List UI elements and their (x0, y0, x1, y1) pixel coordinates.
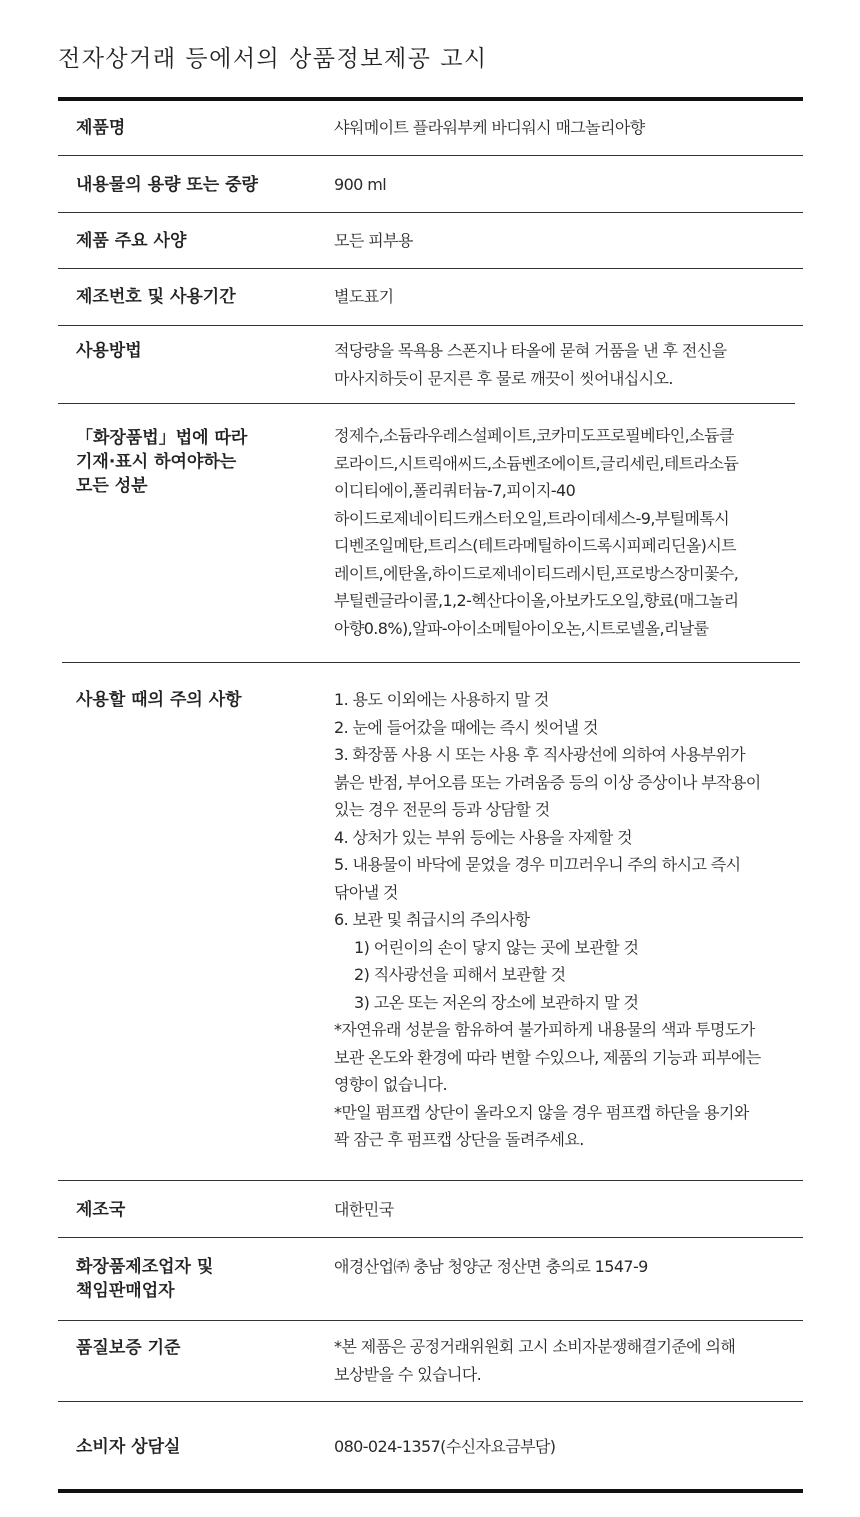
value-manufacturer: 애경산업㈜ 충남 청양군 정산면 충의로 1547-9 (334, 1257, 648, 1276)
value-usage: 적당량을 목욕용 스폰지나 타올에 묻혀 거품을 낸 후 전신을 마사지하듯이 문지른 후 물로 깨끗이 씻어내십시오. (334, 341, 727, 388)
row-divider (58, 1237, 803, 1238)
label-volume: 내용물의 용량 또는 중량 (76, 175, 258, 195)
label-manufacturer: 화장품제조업자 및 책임판매업자 (76, 1257, 214, 1301)
row-divider (58, 1320, 803, 1321)
row-divider (58, 1180, 803, 1181)
label-lot-expiry: 제조번호 및 사용기간 (76, 287, 236, 307)
value-volume: 900 ml (334, 175, 387, 194)
value-caution: 1. 용도 이외에는 사용하지 말 것 2. 눈에 들어갔을 때에는 즉시 씻어낼 것 3. 화장품 사용 시 또는 사용 후 직사광선에 의하여 사용부위가 붉은 반점, 부어오름 또는 가려움증 등의 이상 증상이나 부작용이 있는 경우 전문의 등과 상담할 것 4. 상처가 있는 부위 등에는 사용을 자제할 것 5. 내용물이 바닥에 묻었을 경우 미끄러우니 주의 하시고 즉시 닦아낼 것 6. 보관 및 취급시의 주의사항 1) 어린이의 손이 닿지 않는 곳에 보관할 것 2) 직사광선을 피해서 보관할 것 3) 고온 또는 저온의 장소에 보관하지 말 것 *자연유래 성분을 함유하여 불가피하게 내용물의 색과 투명도가 보관 온도와 환경에 따라 변할 수있으나, 제품의 기능과 피부에는 영향이 없습니다. *만일 펌프캡 상단이 올라오지 않을 경우 펌프캡 하단을 용기와 꽉 잠근 후 펌프캡 상단을 돌려주세요. (334, 690, 761, 1149)
row-divider (58, 155, 803, 156)
value-product-name: 샤워메이트 플라워부케 바디워시 매그놀리아향 (334, 118, 645, 137)
page-title: 전자상거래 등에서의 상품정보제공 고시 (58, 46, 488, 72)
value-lot-expiry: 별도표기 (334, 287, 394, 306)
label-product-name: 제품명 (76, 118, 126, 138)
value-consumer-center: 080-024-1357(수신자요금부담) (334, 1437, 556, 1456)
row-divider (58, 212, 803, 213)
label-usage: 사용방법 (76, 341, 142, 361)
row-divider (62, 662, 800, 663)
row-divider (58, 1401, 803, 1402)
row-divider (58, 403, 795, 404)
row-divider (58, 325, 803, 326)
row-divider (58, 268, 803, 269)
label-quality: 품질보증 기준 (76, 1338, 181, 1358)
value-quality: *본 제품은 공정거래위원회 고시 소비자분쟁해결기준에 의해 보상받을 수 있습니다. (334, 1337, 736, 1384)
table-bottom-border (58, 1489, 803, 1493)
label-caution: 사용할 때의 주의 사항 (76, 690, 242, 710)
label-spec: 제품 주요 사양 (76, 231, 187, 251)
value-country: 대한민국 (334, 1200, 394, 1219)
value-ingredients: 정제수,소듐라우레스설페이트,코카미도프로필베타인,소듐클 로라이드,시트릭애씨드,소듐벤조에이트,글리세린,테트라소듐 이디티에이,폴리쿼터늄-7,피이지-40 하이드로제네이티드캐스터오일,트라이데세스-9,부틸메톡시 디벤조일메탄,트리스(테트라메틸하이드록시피페리딘올)시트 레이트,에탄올,하이드로제네이티드레시틴,프로방스장미꽃수, 부틸렌글라이콜,1,2-헥산다이올,아보카도오일,향료(매그놀리 아향0.8%),알파-아이소메틸아이오논,시트로넬올,리날룰 (334, 426, 739, 638)
value-spec: 모든 피부용 (334, 231, 413, 250)
label-ingredients: 「화장품법」법에 따라 기재·표시 하여야하는 모든 성분 (76, 428, 248, 496)
label-country: 제조국 (76, 1200, 126, 1220)
table-top-border (58, 97, 803, 101)
label-consumer-center: 소비자 상담실 (76, 1437, 181, 1457)
